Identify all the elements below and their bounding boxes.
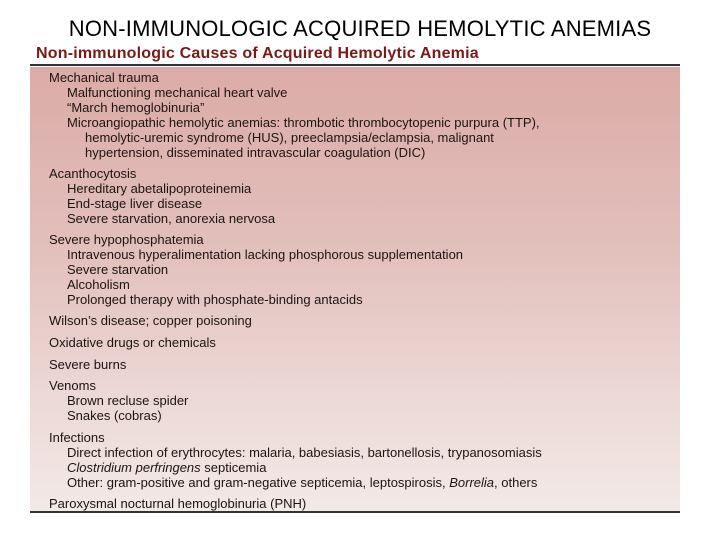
category-heading: Severe hypophosphatemia [49,232,204,247]
category-heading: Mechanical trauma [49,70,159,85]
list-item-text: septicemia [200,460,267,475]
category-heading: Infections [49,430,105,445]
list-item: Severe starvation [67,262,169,277]
organism-name: Clostridium perfringens [67,460,201,475]
list-item: Prolonged therapy with phosphate-binding antacids [67,292,363,307]
list-item: Brown recluse spider [67,393,189,408]
list-item-text: Other: gram-positive and gram-negative septicemia, leptospirosis, [67,475,450,490]
category-heading: Wilson’s disease; copper poisoning [49,313,252,328]
category-heading: Acanthocytosis [49,166,137,181]
list-item: Snakes (cobras) [67,408,162,423]
list-item-continuation: hemolytic-uremic syndrome (HUS), preeclampsia/eclampsia, malignant [85,130,494,145]
list-item: End-stage liver disease [67,196,203,211]
category-heading: Oxidative drugs or chemicals [49,335,216,350]
list-item: Malfunctioning mechanical heart valve [67,85,288,100]
table-title: Non-immunologic Causes of Acquired Hemolytic Anemia [36,45,479,62]
list-item: Intravenous hyperalimentation lacking phosphorous supplementation [67,247,464,262]
list-item-text: , others [494,475,538,490]
table-top-rule [30,64,680,66]
slide-title: NON-IMMUNOLOGIC ACQUIRED HEMOLYTIC ANEMIAS [68,16,652,41]
list-item: “March hemoglobinuria” [67,100,205,115]
organism-name: Borrelia [449,475,495,490]
table-bottom-rule [30,511,680,513]
list-item: Microangiopathic hemolytic anemias: thrombotic thrombocytopenic purpura (TTP), [67,115,540,130]
category-heading: Venoms [49,378,96,393]
list-item: Severe starvation, anorexia nervosa [67,211,276,226]
list-item: Alcoholism [67,277,130,292]
list-item [67,475,537,490]
list-item [67,460,266,475]
list-item: Direct infection of erythrocytes: malaria, babesiasis, bartonellosis, trypanosomiasis [67,445,542,460]
category-heading: Paroxysmal nocturnal hemoglobinuria (PNH) [49,496,307,511]
category-heading: Severe burns [49,357,127,372]
list-item: Hereditary abetalipoproteinemia [67,181,252,196]
list-item-continuation: hypertension, disseminated intravascular coagulation (DIC) [85,145,426,160]
